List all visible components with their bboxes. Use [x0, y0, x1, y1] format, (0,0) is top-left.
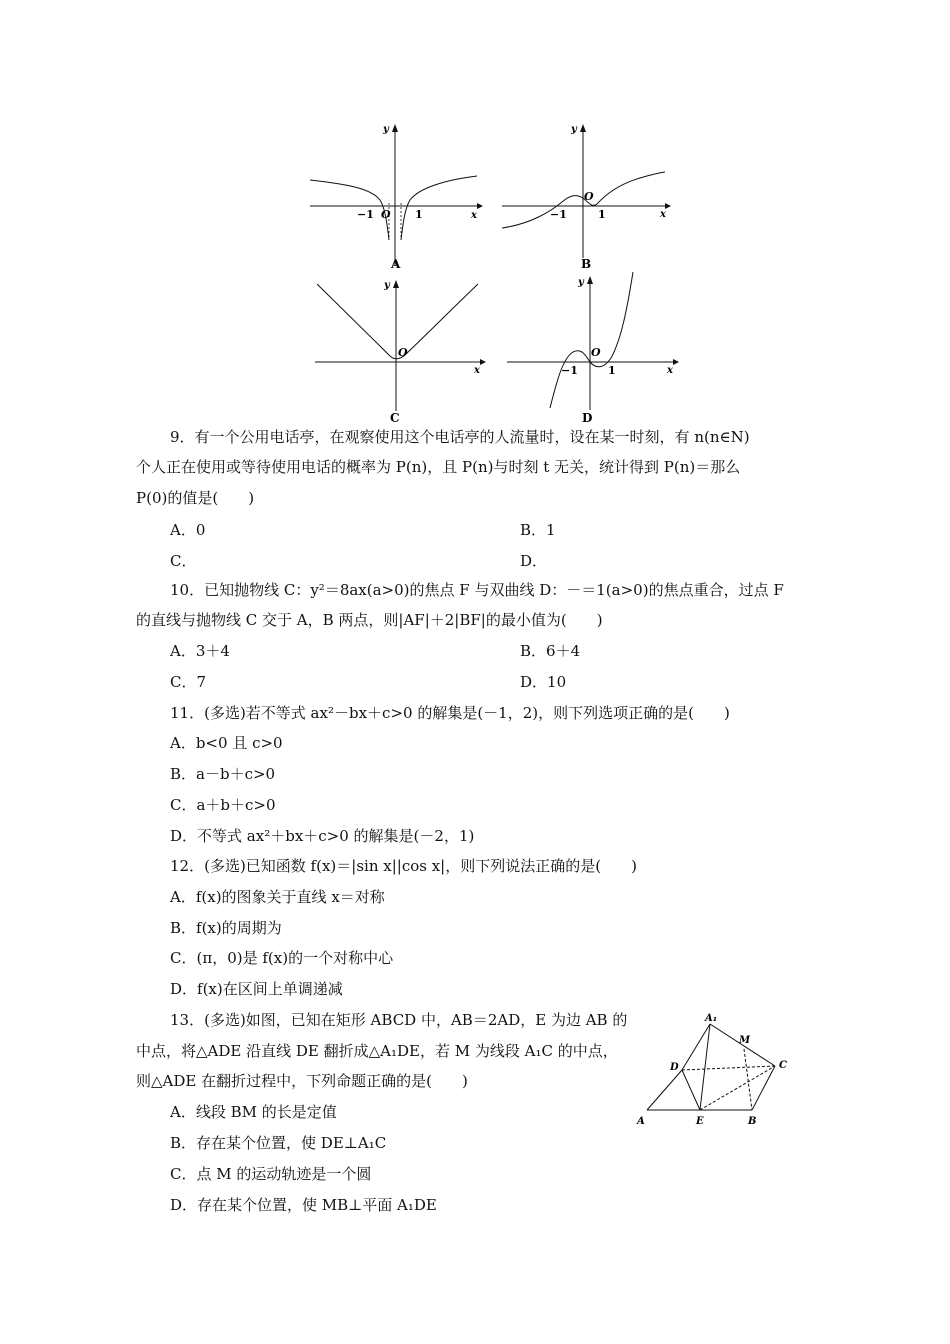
q9-line3: P(0)的值是( ): [136, 489, 255, 507]
graph-c-label: C: [390, 411, 400, 425]
graph-d-tick-1: 1: [608, 364, 616, 377]
graph-a-ylabel: y: [383, 124, 389, 135]
q13-option-a: A．线段 BM 的长是定值: [170, 1103, 337, 1121]
q13-line3: 则△ADE 在翻折过程中，下列命题正确的是( ): [136, 1072, 468, 1090]
graph-b: [500, 118, 680, 273]
q10-option-b: B．6＋4: [520, 642, 581, 660]
q11-option-d: D．不等式 ax²＋bx＋c>0 的解集是(－2，1): [170, 827, 475, 845]
graph-c-xlabel: x: [474, 365, 480, 376]
graph-a-tick-1: 1: [415, 208, 423, 221]
q10-line1: 10．已知抛物线 C：y²＝8ax(a>0)的焦点 F 与双曲线 D：－＝1(a>0)的焦点重合，过点 F: [170, 581, 784, 599]
q11-option-a: A．b<0 且 c>0: [170, 734, 283, 752]
q10-option-c: C．7: [170, 673, 207, 691]
graph-b-label: B: [581, 257, 592, 271]
q13-label-a: A: [637, 1116, 645, 1127]
graph-d-tick-neg1: −1: [561, 364, 578, 377]
q9-option-d: D．: [520, 552, 548, 570]
graph-a-label: A: [391, 257, 401, 271]
q13-line2: 中点，将△ADE 沿直线 DE 翻折成△A₁DE，若 M 为线段 A₁C 的中点，: [136, 1042, 618, 1060]
graph-a-origin: O: [381, 208, 391, 221]
q13-figure: [632, 1012, 802, 1132]
graph-d: [505, 270, 685, 426]
q10-option-a: A．3＋4: [170, 642, 230, 660]
q9-option-a: A．0: [170, 521, 206, 539]
graph-c-origin: O: [398, 346, 408, 359]
q13-label-b: B: [748, 1116, 757, 1127]
graph-c: [310, 276, 490, 426]
graph-b-tick-1: 1: [598, 208, 606, 221]
q9-option-c: C．: [170, 552, 197, 570]
q11-option-c: C．a＋b＋c>0: [170, 796, 276, 814]
graph-b-xlabel: x: [660, 209, 666, 220]
graph-a-tick-neg1: −1: [357, 208, 374, 221]
graph-d-origin: O: [591, 346, 601, 359]
q11-option-b: B．a－b＋c>0: [170, 765, 276, 783]
q13-label-e: E: [696, 1116, 704, 1127]
q13-label-c: C: [779, 1060, 787, 1071]
graph-b-ylabel: y: [571, 124, 577, 135]
q12-option-d: D．f(x)在区间上单调递减: [170, 980, 343, 998]
graph-b-tick-neg1: −1: [550, 208, 567, 221]
q12-option-b: B．f(x)的周期为: [170, 919, 282, 937]
graph-c-ylabel: y: [384, 280, 390, 291]
q9-line2: 个人正在使用或等待使用电话的概率为 P(n)，且 P(n)与时刻 t 无关，统计得到 P(n)＝那么: [136, 458, 741, 476]
q13-label-m: M: [739, 1035, 751, 1046]
q13-label-d: D: [670, 1062, 679, 1073]
q10-option-d: D．10: [520, 673, 567, 691]
q9-option-b: B．1: [520, 521, 556, 539]
graph-d-ylabel: y: [578, 277, 584, 288]
graph-a: [305, 118, 485, 273]
graph-b-origin: O: [584, 190, 594, 203]
q13-option-b: B．存在某个位置，使 DE⊥A₁C: [170, 1134, 387, 1152]
graph-a-xlabel: x: [471, 210, 477, 221]
q11-line1: 11．(多选)若不等式 ax²－bx＋c>0 的解集是(－1，2)，则下列选项正确的是( ): [170, 704, 730, 722]
q10-line2: 的直线与抛物线 C 交于 A，B 两点，则|AF|＋2|BF|的最小值为( ): [136, 611, 603, 629]
q12-option-a: A．f(x)的图象关于直线 x＝对称: [170, 888, 385, 906]
q13-option-d: D．存在某个位置，使 MB⊥平面 A₁DE: [170, 1196, 437, 1214]
q13-label-a1: A₁: [705, 1013, 718, 1024]
q12-line1: 12．(多选)已知函数 f(x)＝|sin x||cos x|，则下列说法正确的是( ): [170, 857, 637, 875]
graph-d-xlabel: x: [667, 365, 673, 376]
q12-option-c: C．(π，0)是 f(x)的一个对称中心: [170, 949, 394, 967]
q13-option-c: C．点 M 的运动轨迹是一个圆: [170, 1165, 372, 1183]
graph-d-label: D: [582, 411, 593, 425]
q9-line1: 9．有一个公用电话亭，在观察使用这个电话亭的人流量时，设在某一时刻，有 n(n∈N): [170, 428, 750, 446]
q13-line1: 13．(多选)如图，已知在矩形 ABCD 中，AB＝2AD，E 为边 AB 的: [170, 1011, 628, 1029]
